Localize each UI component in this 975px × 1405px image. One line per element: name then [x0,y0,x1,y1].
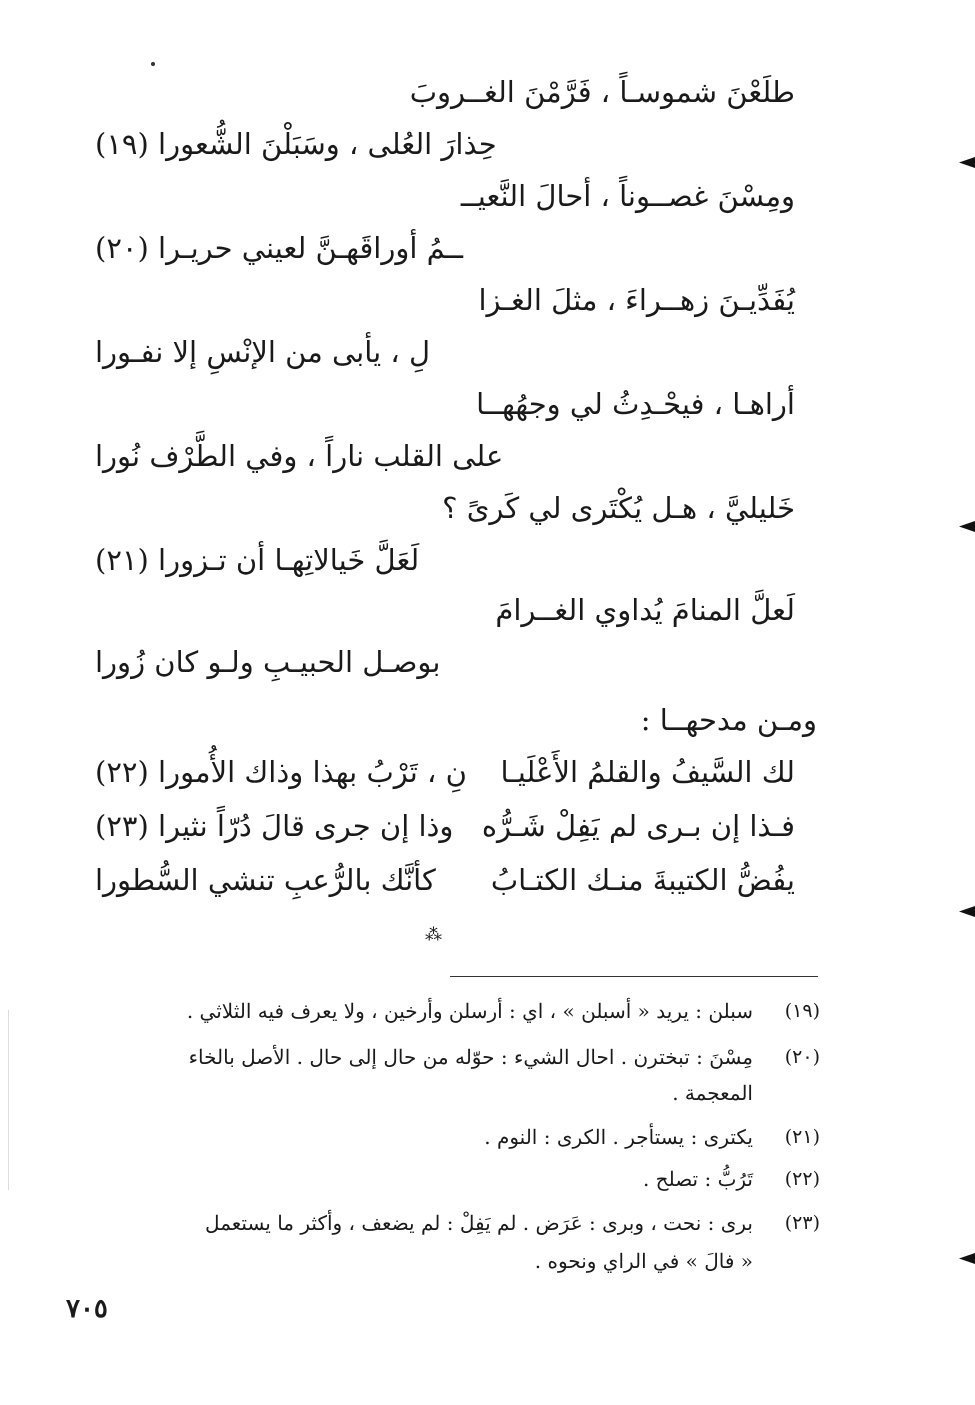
poem-line: لَعلَّ المنامَ يُداوي الغــرامَ [495,593,795,627]
footnote-text: برى : نحت ، وبرى : عَرَض . لم يَفِلْ : لم يضعف ، وأكثر ما يستعمل [205,1211,753,1235]
scan-edge-mark [959,521,975,532]
couplet-left-hemistich: كأنَّك بالرُّعبِ تنشي السُّطورا [95,863,436,897]
section-intro: ومـن مدحهــا : [640,703,817,737]
footnote-number: (٢١) [784,1126,820,1148]
footnote-number: (١٩) [784,1000,820,1022]
page-number: ٧٠٥ [66,1294,108,1324]
scan-shadow-line [8,1010,9,1190]
poem-line: طلَعْنَ شموسـاً ، فَرَّمْنَ الغــروبَ [409,75,795,109]
poem-line: بوصـل الحبيـبِ ولـو كان زُورا [95,645,441,679]
couplet-right-hemistich: لك السَّيفُ والقلمُ الأَعْلَيـا [500,755,795,789]
couplet-left-hemistich: وذا إن جرى قالَ دُرّاً نثيرا (٢٣) [95,809,454,843]
couplet-right-hemistich: فـذا إن بـرى لم يَفِلْ شَـرُّه [481,809,795,843]
scan-dot [151,62,155,66]
poem-line: ــمُ أوراقَهـنَّ لعيني حريـرا (٢٠) [95,231,463,265]
poem-line: أراهـا ، فيحْـدِثُ لي وجهُهــا [476,387,795,421]
poem-line: لِ ، يأبى من الإنْسِ إلا نفـورا [95,335,431,369]
footnote-number: (٢٠) [784,1046,820,1068]
footnote-text: مِسْنَ : تبخترن . احال الشيء : حوّله من حال إلى حال . الأصل بالخاء [188,1045,753,1069]
scan-edge-mark [959,1253,975,1264]
poem-line: حِذارَ العُلى ، وسَبَلْنَ الشُّعورا (١٩) [95,127,497,161]
poem-line: على القلب ناراً ، وفي الطَّرْف نُورا [95,439,504,473]
footnote-text: سبلن : يريد « أسبلن » ، اي : أرسلن وأرخين ، ولا يعرف فيه الثلاثي . [186,999,753,1023]
couplet-right-hemistich: يفُضُّ الكتيبةَ منـك الكتـابُ [490,863,795,897]
footnote-text: المعجمة . [672,1081,753,1105]
asterism-separator: ⁂ [425,925,442,945]
footnote-divider [450,976,818,977]
poem-line: يُفَدِّيـنَ زهــراءَ ، مثلَ الغـزا [478,283,795,317]
poem-line: ومِسْنَ غصــوناً ، أحالَ النَّعيــ [460,179,795,213]
scan-edge-mark [959,157,975,168]
footnote-number: (٢٢) [784,1168,820,1190]
scan-edge-mark [959,906,975,917]
footnote-text: « فالَ » في الراي ونحوه . [534,1249,753,1273]
footnote-text: يكترى : يستأجر . الكرى : النوم . [484,1125,753,1149]
couplet-left-hemistich: نِ ، تَرْبُ بهذا وذاك الأُمورا (٢٢) [95,755,467,789]
footnote-text: تَرُبُّ : تصلح . [642,1167,753,1191]
poem-line: خَليليَّ ، هـل يُكْتَرى لي كَرىً ؟ [442,491,795,525]
footnote-number: (٢٣) [784,1212,820,1234]
poem-line: لَعَلَّ خَيالاتِهـا أن تـزورا (٢١) [95,543,420,577]
